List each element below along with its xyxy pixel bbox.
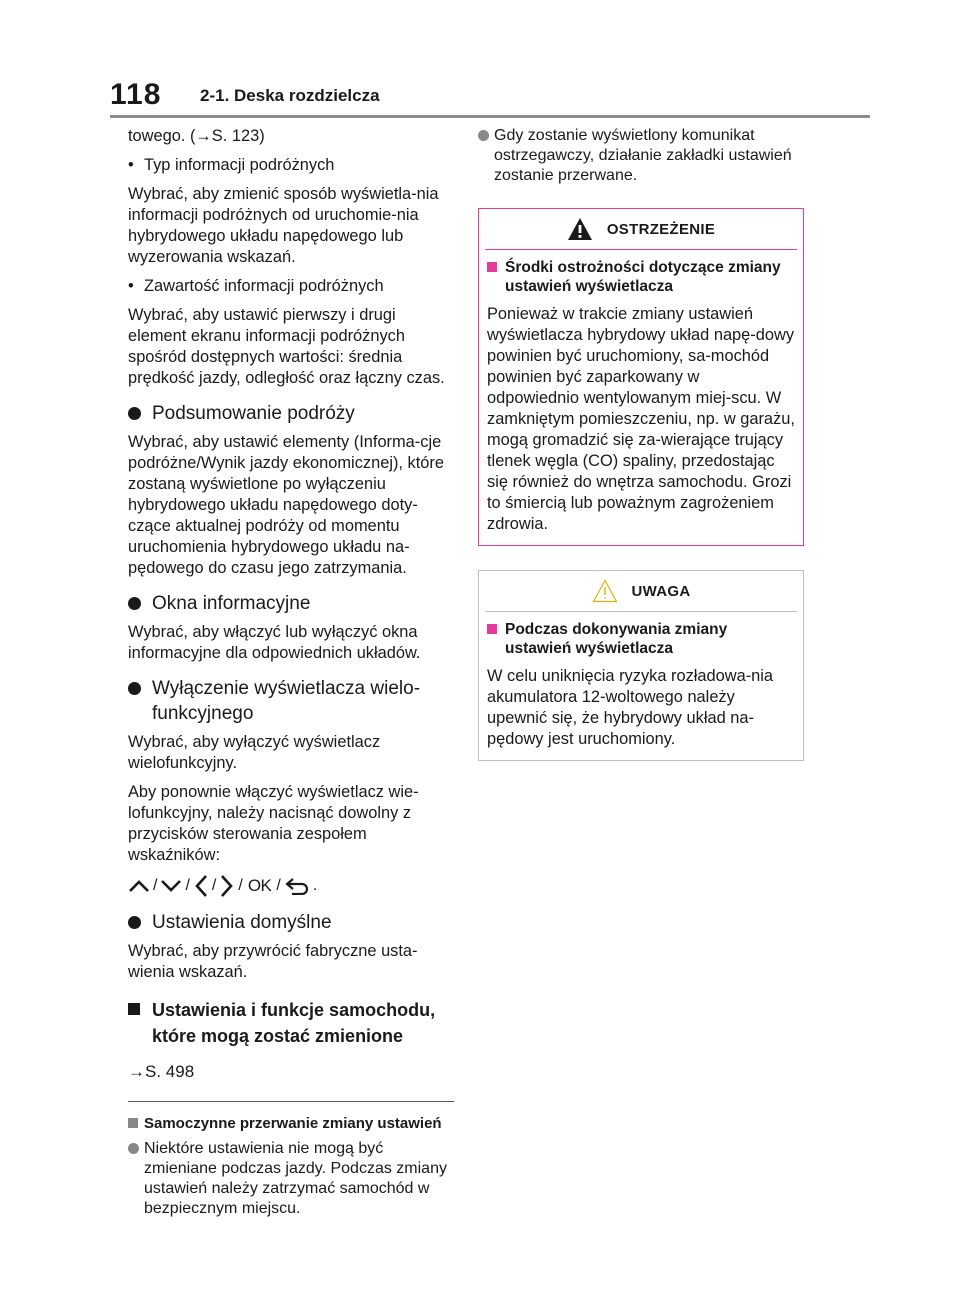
caution-label: UWAGA — [631, 582, 691, 600]
bullet-item: • Zawartość informacji podróżnych — [128, 276, 454, 297]
separator: / — [276, 877, 281, 894]
page-reference: →S. 498 — [128, 1062, 195, 1081]
bullet-dot-icon — [128, 1143, 139, 1154]
bullet-dot-icon — [128, 682, 141, 695]
caution-title: Podczas dokonywania zmiany ustawień wyświetlacza — [487, 620, 795, 658]
caution-text: W celu uniknięcia ryzyka rozładowa-nia akumulatora 12-woltowego należy upewnić się, że hybrydowy układ na-pędowy jest uruchomiony. — [487, 667, 774, 748]
separator: / — [211, 877, 217, 894]
back-arrow-icon — [284, 877, 310, 895]
warning-text: Ponieważ w trakcie zmiany ustawień wyświetlacza hybrydowy układ napę-dowy powinien być uruchomiony, sa-mochód powinien być zaparkowany w odpowiednio wentylowanym miej-scu. W zamkniętym pomieszczeniu, np. w garażu, mogą gromadzić się za-wierające trujący tlenek węgla (CO) spaliny, przedostając się również do wnętrza samochodu. Grozi to śmiercią lub poważnym zagrożeniem zdrowia. — [487, 305, 795, 533]
note-text: Gdy zostanie wyświetlony komunikat ostrzegawczy, działanie zakładki ustawień zostanie przerwane. — [478, 126, 804, 186]
body-text: Aby ponownie włączyć wyświetlacz wie-lofunkcyjny, należy nacisnąć dowolny z przycisków sterowania zespołem wskaźników: — [128, 783, 419, 864]
chapter-title: 2-1. Deska rozdzielcza — [200, 86, 380, 105]
bullet-dot-icon — [128, 916, 141, 929]
control-buttons-row — [128, 874, 454, 898]
body-text: Wybrać, aby ustawić elementy (Informa-cje podróżne/Wynik jazdy ekonomicznej), które zostaną wyświetlone po wyłączeniu hybrydowego układu napędowego doty-czące aktualnej podróży od momentu uruchomienia hybrydowego układu na-pędowego do czasu jego zatrzymania. — [128, 433, 444, 577]
body-text: Wybrać, aby przywrócić fabryczne usta-wienia wskazań. — [128, 942, 418, 981]
warning-triangle-icon — [567, 217, 593, 241]
body-text: Wybrać, aby wyłączyć wyświetlacz wielofunkcyjny. — [128, 733, 381, 772]
square-bullet-icon — [128, 1118, 138, 1128]
note-divider — [128, 1101, 454, 1102]
caution-box — [478, 570, 804, 761]
note-text: Niektóre ustawienia nie mogą być zmieniane podczas jazdy. Podczas zmiany ustawień należy zatrzymać samochód w bezpiecznym miejscu. — [128, 1139, 454, 1219]
warning-label: OSTRZEŻENIE — [606, 220, 716, 238]
square-bullet-icon — [487, 262, 497, 272]
header-divider — [110, 115, 870, 118]
chevron-left-icon — [193, 874, 209, 898]
separator: / — [185, 877, 190, 894]
separator: . — [312, 877, 318, 894]
left-column — [128, 126, 454, 1227]
bullet-dot-icon — [128, 597, 141, 610]
section-heading: Podsumowanie podróży — [128, 401, 454, 426]
warning-header — [479, 209, 803, 249]
chevron-down-icon — [160, 878, 182, 894]
square-bullet-icon — [128, 1003, 140, 1015]
bullet-item: • Typ informacji podróżnych — [128, 155, 454, 176]
caution-header — [479, 571, 803, 611]
bullet-dot-icon — [128, 407, 141, 420]
body-text: Wybrać, aby włączyć lub wyłączyć okna informacyjne dla odpowiednich układów. — [128, 623, 421, 662]
page-number: 118 — [110, 78, 162, 111]
caution-triangle-icon — [592, 579, 618, 603]
separator: / — [153, 877, 158, 894]
page-header — [110, 78, 870, 114]
warning-box — [478, 208, 804, 546]
bullet-dot-icon — [478, 130, 489, 141]
section-heading: Wyłączenie wyświetlacza wielo-funkcyjnego — [128, 676, 454, 726]
separator: / — [238, 877, 243, 894]
note-title: Samoczynne przerwanie zmiany ustawień — [128, 1114, 454, 1133]
chevron-up-icon — [128, 878, 150, 894]
right-column — [478, 126, 804, 761]
chevron-right-icon — [219, 874, 235, 898]
square-bullet-icon — [487, 624, 497, 634]
subsection-heading: Ustawienia i funkcje samochodu, które mogą zostać zmienione — [128, 997, 454, 1049]
section-heading: Okna informacyjne — [128, 591, 454, 616]
body-text: Wybrać, aby zmienić sposób wyświetla-nia informacji podróżnych od uruchomie-nia hybrydowego układu napędowego lub wyzerowania wskazań. — [128, 185, 439, 266]
body-text: towego. (→S. 123) — [128, 127, 265, 145]
section-heading: Ustawienia domyślne — [128, 910, 454, 935]
body-text: Wybrać, aby ustawić pierwszy i drugi element ekranu informacji podróżnych spośród dostępnych wartości: średnia prędkość jazdy, odległość oraz łączny czas. — [128, 306, 445, 387]
warning-title: Środki ostrożności dotyczące zmiany ustawień wyświetlacza — [487, 258, 795, 296]
ok-button-label: OK — [247, 876, 272, 895]
